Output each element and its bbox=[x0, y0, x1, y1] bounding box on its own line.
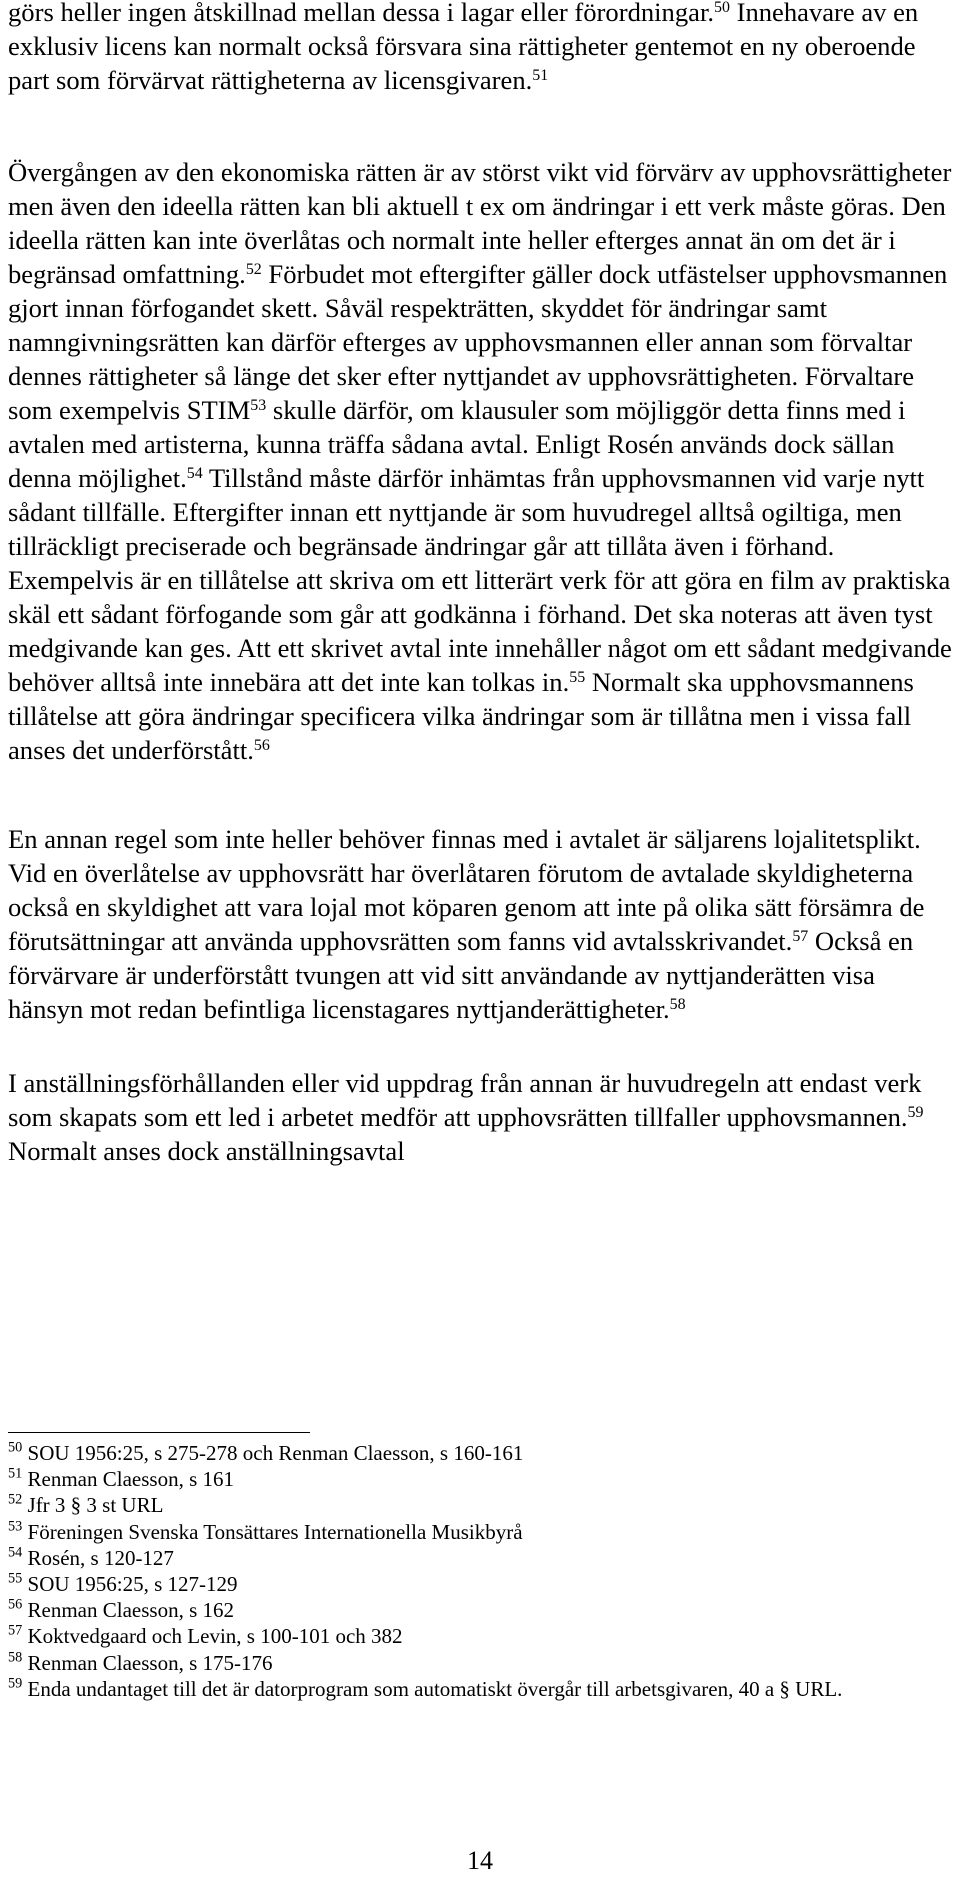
paragraph-2 bbox=[8, 155, 956, 767]
paragraph-4 bbox=[8, 1066, 956, 1168]
text-run: I anställningsförhållanden eller vid uppdrag från annan är huvudregeln att endast verk som skapats som ett led i arbetet medför att upphovsrätten tillfaller upphovsmannen. bbox=[8, 1068, 922, 1132]
footnote-text: Renman Claesson, s 161 bbox=[22, 1467, 234, 1492]
footnote-number: 50 bbox=[8, 1439, 23, 1456]
text-run: Övergången av den ekonomiska rätten är av störst vikt vid förvärv av upphovsrättigheter men även den ideella rätten kan bli aktuell t ex om ändringar i ett verk måste göras. Den ideella rätten kan inte överlåtas och normalt inte heller efterges annat än om det är i begränsad omfattning. bbox=[8, 157, 952, 289]
footnote-number: 54 bbox=[8, 1544, 23, 1561]
footnote-57 bbox=[8, 1623, 956, 1649]
footnote-ref-54[interactable]: 54 bbox=[186, 465, 203, 483]
footnote-ref-58[interactable]: 58 bbox=[669, 996, 686, 1014]
text-run: skulle därför, om klausuler som möjliggör detta finns med i avtalen med artisterna, kunna träffa sådana avtal. Enligt Rosén används dock sällan denna möjlighet. bbox=[8, 395, 906, 493]
text-run: Också en förvärvare är underförstått tvungen att vid sitt användande av nyttjanderätten visa hänsyn mot redan befintliga licenstagares nyttjanderättigheter. bbox=[8, 926, 914, 1024]
footnote-text: Renman Claesson, s 162 bbox=[22, 1598, 234, 1623]
footnote-52 bbox=[8, 1492, 956, 1518]
footnote-ref-57[interactable]: 57 bbox=[792, 928, 809, 946]
footnote-number: 51 bbox=[8, 1465, 23, 1482]
footnote-number: 58 bbox=[8, 1649, 23, 1666]
footnote-separator bbox=[8, 1432, 310, 1433]
footnote-text: Jfr 3 § 3 st URL bbox=[22, 1493, 164, 1518]
text-run: Normalt anses dock anställningsavtal bbox=[8, 1136, 405, 1166]
footnote-58 bbox=[8, 1650, 956, 1676]
text-run: Innehavare av en exklusiv licens kan normalt också försvara sina rättigheter gentemot en ny oberoende part som förvärvat rättigheterna av licensgivaren. bbox=[8, 0, 919, 95]
footnote-number: 55 bbox=[8, 1570, 23, 1587]
footnote-text: Renman Claesson, s 175-176 bbox=[22, 1650, 273, 1675]
footnote-56 bbox=[8, 1597, 956, 1623]
text-run: Normalt ska upphovsmannens tillåtelse att göra ändringar specificera vilka ändringar som är tillåtna men i vissa fall anses det underförstått. bbox=[8, 667, 914, 765]
footnote-number: 52 bbox=[8, 1491, 23, 1508]
footnote-list bbox=[8, 1440, 956, 1702]
footnote-ref-52[interactable]: 52 bbox=[245, 261, 262, 279]
footnote-ref-50[interactable]: 50 bbox=[713, 0, 730, 17]
footnote-ref-55[interactable]: 55 bbox=[569, 669, 586, 687]
paragraph-3 bbox=[8, 822, 956, 1026]
footnote-ref-51[interactable]: 51 bbox=[532, 67, 549, 85]
footnote-text: SOU 1956:25, s 275-278 och Renman Claesson, s 160-161 bbox=[22, 1441, 524, 1465]
footnote-55 bbox=[8, 1571, 956, 1597]
footnote-59 bbox=[8, 1676, 956, 1702]
text-run: Tillstånd måste därför inhämtas från upphovsmannen vid varje nytt sådant tillfälle. Eftergifter innan ett nyttjande är som huvudregel alltså ogiltiga, men tillräckligt preciserade och begränsade ändringar går att tillåta även i förhand. Exempelvis är en tillåtelse att skriva om ett litterärt verk för att göra en film av praktiska skäl ett sådant förfogande som går att godkänna i förhand. Det ska noteras att även tyst medgivande kan ges. Att ett skrivet avtal inte innehåller något om ett sådant medgivande behöver alltså inte innebära att det inte kan tolkas in. bbox=[8, 463, 952, 697]
footnote-number: 57 bbox=[8, 1622, 23, 1639]
footnote-ref-59[interactable]: 59 bbox=[907, 1104, 924, 1122]
text-run: görs heller ingen åtskillnad mellan dessa i lagar eller förordningar. bbox=[8, 0, 714, 27]
paragraph-1 bbox=[8, 0, 956, 97]
footnote-50 bbox=[8, 1440, 956, 1466]
footnote-text: Koktvedgaard och Levin, s 100-101 och 382 bbox=[22, 1624, 403, 1649]
footnote-text: Föreningen Svenska Tonsättares Internationella Musikbyrå bbox=[22, 1519, 523, 1544]
footnote-text: SOU 1956:25, s 127-129 bbox=[22, 1572, 238, 1597]
text-run: En annan regel som inte heller behöver finnas med i avtalet är säljarens lojalitetsplikt. Vid en överlåtelse av upphovsrätt har överlåtaren förutom de avtalade skyldigheterna också en skyldighet att vara lojal mot köparen genom att inte på olika sätt försämra de förutsättningar att använda upphovsrätten som fanns vid avtalsskrivandet. bbox=[8, 824, 925, 956]
footnote-text: Rosén, s 120-127 bbox=[22, 1545, 174, 1570]
footnote-number: 59 bbox=[8, 1675, 23, 1692]
footnote-number: 53 bbox=[8, 1518, 23, 1535]
footnote-53 bbox=[8, 1519, 956, 1545]
footnote-ref-56[interactable]: 56 bbox=[253, 737, 270, 755]
footnote-ref-53[interactable]: 53 bbox=[250, 397, 267, 415]
text-run: Förbudet mot eftergifter gäller dock utfästelser upphovsmannen gjort innan förfogandet skett. Såväl respekträtten, skyddet för ändringar samt namngivningsrätten kan därför efterges av upphovsmannen eller annan som förvaltar dennes rättigheter så länge det sker efter nyttjandet av upphovsrättigheten. Förvaltare som exempelvis STIM bbox=[8, 259, 948, 425]
footnote-text: Enda undantaget till det är datorprogram som automatiskt övergår till arbetsgivaren, 40 a § URL. bbox=[22, 1676, 843, 1701]
footnote-51 bbox=[8, 1466, 956, 1492]
page-number: 14 bbox=[467, 1846, 493, 1875]
footnote-54 bbox=[8, 1545, 956, 1571]
footnote-number: 56 bbox=[8, 1596, 23, 1613]
